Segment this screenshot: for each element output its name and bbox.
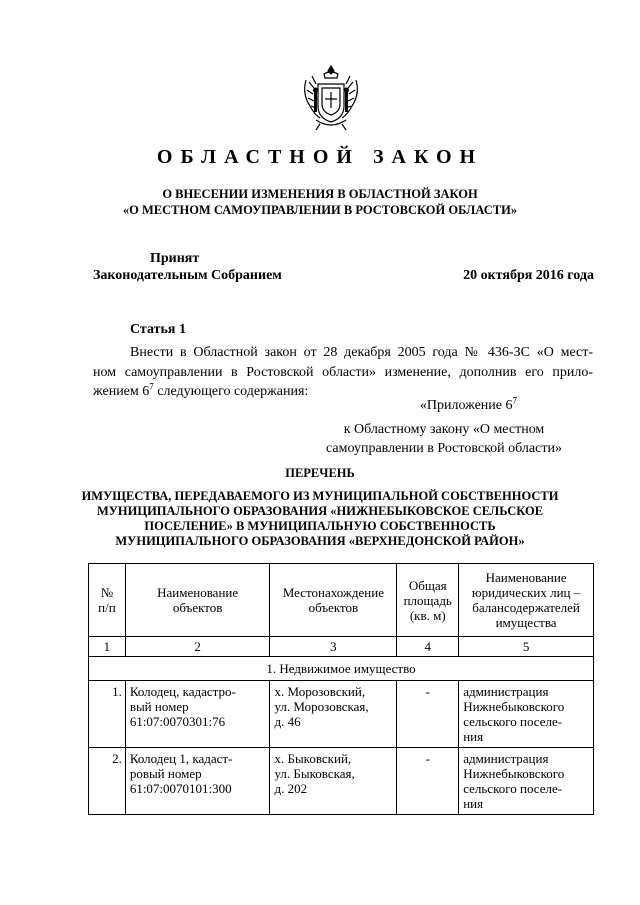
cell-line: 61:07:0070301:76 bbox=[129, 714, 226, 729]
section-row bbox=[89, 657, 594, 681]
property-table bbox=[88, 563, 594, 815]
adopted-date: 20 октября 2016 года bbox=[463, 268, 594, 283]
subtitle-line: «О МЕСТНОМ САМОУПРАВЛЕНИИ В РОСТОВСКОЙ ОБЛАСТИ» bbox=[122, 203, 518, 217]
row-number: 1. bbox=[89, 681, 126, 748]
table-header-cell bbox=[89, 564, 126, 637]
table-header-row bbox=[89, 564, 594, 637]
column-number: 5 bbox=[459, 637, 594, 657]
object-area: - bbox=[397, 748, 459, 815]
cell-line: д. 46 bbox=[274, 714, 301, 729]
header-line: Наименование bbox=[157, 585, 239, 600]
header-line: юридических лиц – bbox=[471, 585, 581, 600]
paragraph-line: ном самоуправлении в Ростовской области» изменение, дополнив его прило- bbox=[93, 364, 593, 380]
table-header-cell bbox=[397, 564, 459, 637]
subtitle-line: О ВНЕСЕНИИ ИЗМЕНЕНИЯ В ОБЛАСТНОЙ ЗАКОН bbox=[162, 187, 478, 201]
header-line: объектов bbox=[308, 600, 359, 615]
coat-of-arms-emblem bbox=[300, 62, 362, 134]
table-header-cell bbox=[459, 564, 594, 637]
cell-line: ул. Быковская, bbox=[274, 766, 355, 781]
column-number: 2 bbox=[125, 637, 270, 657]
appendix-reference-line: самоуправлении в Ростовской области» bbox=[326, 441, 562, 456]
paragraph-text: следующего содержания: bbox=[153, 384, 309, 399]
list-subheading-line: ИМУЩЕСТВА, ПЕРЕДАВАЕМОГО ИЗ МУНИЦИПАЛЬНОЙ СОБСТВЕННОСТИ bbox=[81, 489, 559, 503]
appendix-reference-line: к Областному закону «О местном bbox=[343, 422, 545, 437]
header-line: Общая bbox=[408, 577, 447, 593]
table-row bbox=[89, 681, 594, 748]
cell-line: Нижнебыковского bbox=[463, 766, 565, 781]
paragraph-line bbox=[93, 382, 593, 402]
balance-holder bbox=[459, 748, 594, 815]
list-heading: ПЕРЕЧЕНЬ bbox=[285, 466, 355, 480]
header-line: Наименование bbox=[485, 570, 567, 585]
header-line: (кв. м) bbox=[409, 607, 446, 623]
list-subheading-line: ПОСЕЛЕНИЕ» В МУНИЦИПАЛЬНУЮ СОБСТВЕННОСТЬ bbox=[144, 519, 496, 533]
article-heading: Статья 1 bbox=[130, 322, 186, 337]
object-location bbox=[270, 748, 397, 815]
object-location bbox=[270, 681, 397, 748]
list-subheading-line: МУНИЦИПАЛЬНОГО ОБРАЗОВАНИЯ «НИЖНЕБЫКОВСКОЕ СЕЛЬСКОЕ bbox=[96, 504, 544, 518]
list-subheading-line: МУНИЦИПАЛЬНОГО ОБРАЗОВАНИЯ «ВЕРХНЕДОНСКОЙ РАЙОН» bbox=[115, 534, 525, 548]
header-line: имущества bbox=[495, 615, 557, 630]
cell-line: Колодец, кадастро- bbox=[129, 684, 236, 699]
cell-line: 61:07:0070101:300 bbox=[129, 781, 232, 796]
header-line: площадь bbox=[403, 592, 452, 608]
header-line: п/п bbox=[98, 600, 116, 615]
header-line: балансодержателей bbox=[472, 600, 580, 615]
paragraph-text: жением 6 bbox=[93, 384, 150, 399]
header-line: объектов bbox=[172, 600, 223, 615]
cell-line: вый номер bbox=[129, 699, 189, 714]
table-header-cell bbox=[270, 564, 397, 637]
appendix-label bbox=[419, 395, 517, 414]
paragraph-line: Внести в Областной закон от 28 декабря 2005 года № 436-ЗС «О мест- bbox=[130, 345, 593, 360]
superscript: 7 bbox=[512, 395, 517, 406]
document-title: ОБЛАСТНОЙ ЗАКОН bbox=[156, 146, 484, 168]
column-number: 1 bbox=[89, 637, 126, 657]
header-line: Местонахождение bbox=[282, 585, 384, 600]
column-number: 3 bbox=[270, 637, 397, 657]
object-name bbox=[125, 681, 270, 748]
balance-holder bbox=[459, 681, 594, 748]
document-subtitle bbox=[60, 186, 580, 218]
cell-line: Колодец 1, кадаст- bbox=[129, 751, 233, 766]
row-number: 2. bbox=[89, 748, 126, 815]
cell-line: сельского поселе- bbox=[463, 781, 563, 796]
cell-line: ния bbox=[463, 796, 484, 811]
section-title: 1. Недвижимое имущество bbox=[89, 657, 594, 681]
cell-line: х. Морозовский, bbox=[274, 684, 366, 699]
cell-line: х. Быковский, bbox=[274, 751, 352, 766]
cell-line: сельского поселе- bbox=[463, 714, 563, 729]
appendix-reference bbox=[294, 420, 594, 458]
superscript: 7 bbox=[149, 381, 154, 392]
article-paragraph bbox=[93, 343, 593, 402]
adopted-by: Законодательным Собранием bbox=[93, 268, 282, 283]
list-subheading bbox=[80, 489, 560, 549]
adopted-label: Принят bbox=[150, 251, 200, 266]
cell-line: администрация bbox=[463, 751, 549, 766]
table-row bbox=[89, 748, 594, 815]
cell-line: д. 202 bbox=[274, 781, 308, 796]
object-name bbox=[125, 748, 270, 815]
cell-line: ровый номер bbox=[129, 766, 202, 781]
cell-line: ул. Морозовская, bbox=[274, 699, 369, 714]
header-line: № bbox=[100, 585, 114, 600]
cell-line: Нижнебыковского bbox=[463, 699, 565, 714]
appendix-text: «Приложение 6 bbox=[419, 398, 513, 413]
cell-line: ния bbox=[463, 729, 484, 744]
cell-line: администрация bbox=[463, 684, 549, 699]
table-header-cell bbox=[125, 564, 270, 637]
column-number: 4 bbox=[397, 637, 459, 657]
column-number-row bbox=[89, 637, 594, 657]
object-area: - bbox=[397, 681, 459, 748]
